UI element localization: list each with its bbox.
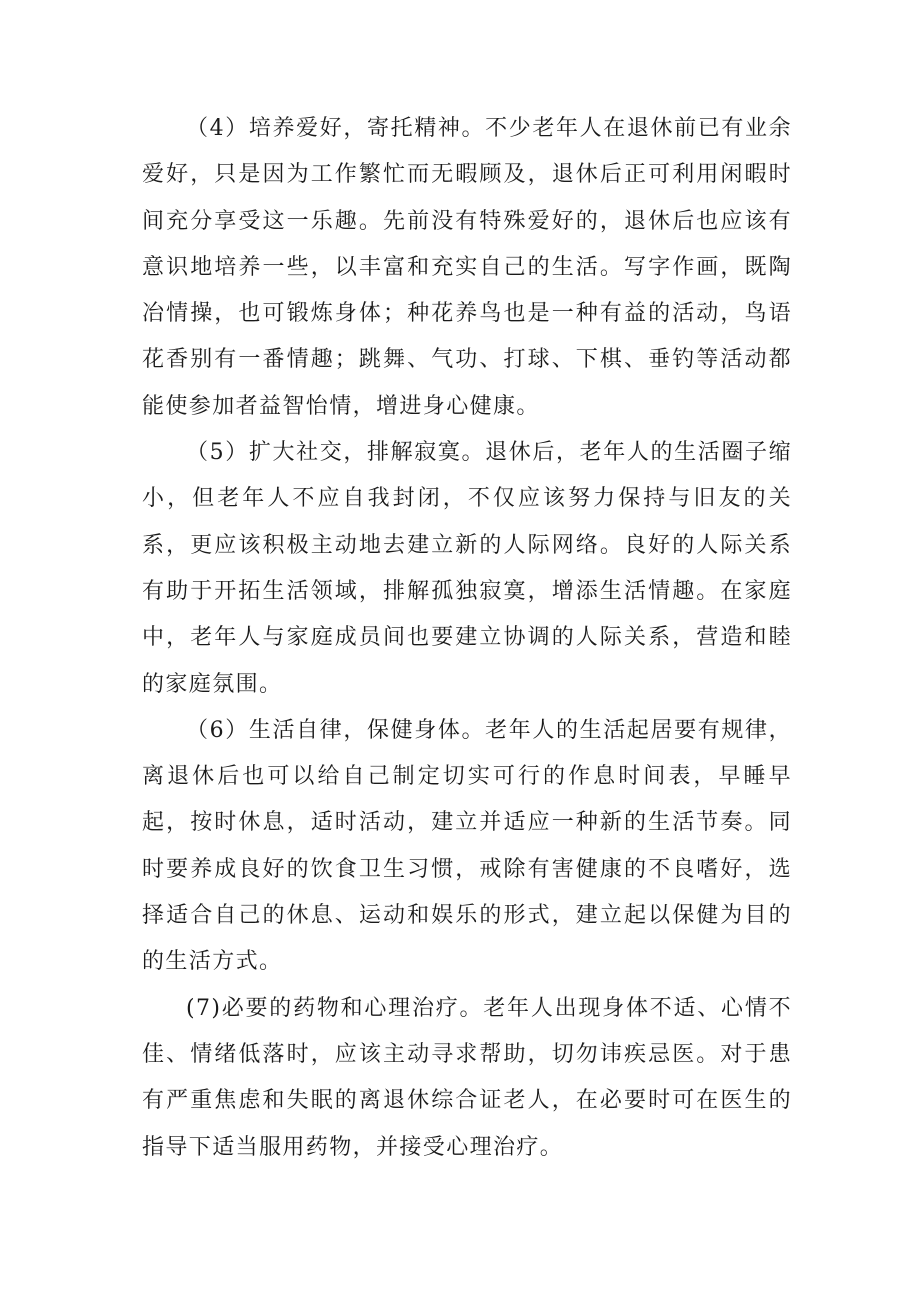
paragraph-treatment: (7)必要的药物和心理治疗。老年人出现身体不适、心情不佳、情绪低落时，应该主动寻求帮助，切勿讳疾忌医。对于患有严重焦虑和失眠的离退休综合证老人，在必要时可在医生的指导下适当服用药物，并接受心理治疗。 (142, 995, 792, 1160)
document-body (142, 106, 792, 1171)
paragraph-self-discipline: （6）生活自律，保健身体。老年人的生活起居要有规律，离退休后也可以给自己制定切实可行的作息时间表，早睡早起，按时休息，适时活动，建立并适应一种新的生活节奏。同时要养成良好的饮食卫生习惯，戒除有害健康的不良嗜好，选择适合自己的休息、运动和娱乐的形式，建立起以保健为目的的生活方式。 (142, 717, 792, 975)
paragraph-social: （5）扩大社交，排解寂寞。退休后，老年人的生活圈子缩小，但老年人不应自我封闭，不仅应该努力保持与旧友的关系，更应该积极主动地去建立新的人际网络。良好的人际关系有助于开拓生活领域，排解孤独寂寞，增添生活情趣。在家庭中，老年人与家庭成员间也要建立协调的人际关系，营造和睦的家庭氛围。 (142, 440, 792, 697)
paragraph-hobbies: （4）培养爱好，寄托精神。不少老年人在退休前已有业余爱好，只是因为工作繁忙而无暇顾及，退休后正可利用闲暇时间充分享受这一乐趣。先前没有特殊爱好的，退休后也应该有意识地培养一些，以丰富和充实自己的生活。写字作画，既陶冶情操，也可锻炼身体；种花养鸟也是一种有益的活动，鸟语花香别有一番情趣；跳舞、气功、打球、下棋、垂钓等活动都能使参加者益智怡情，增进身心健康。 (142, 116, 792, 419)
